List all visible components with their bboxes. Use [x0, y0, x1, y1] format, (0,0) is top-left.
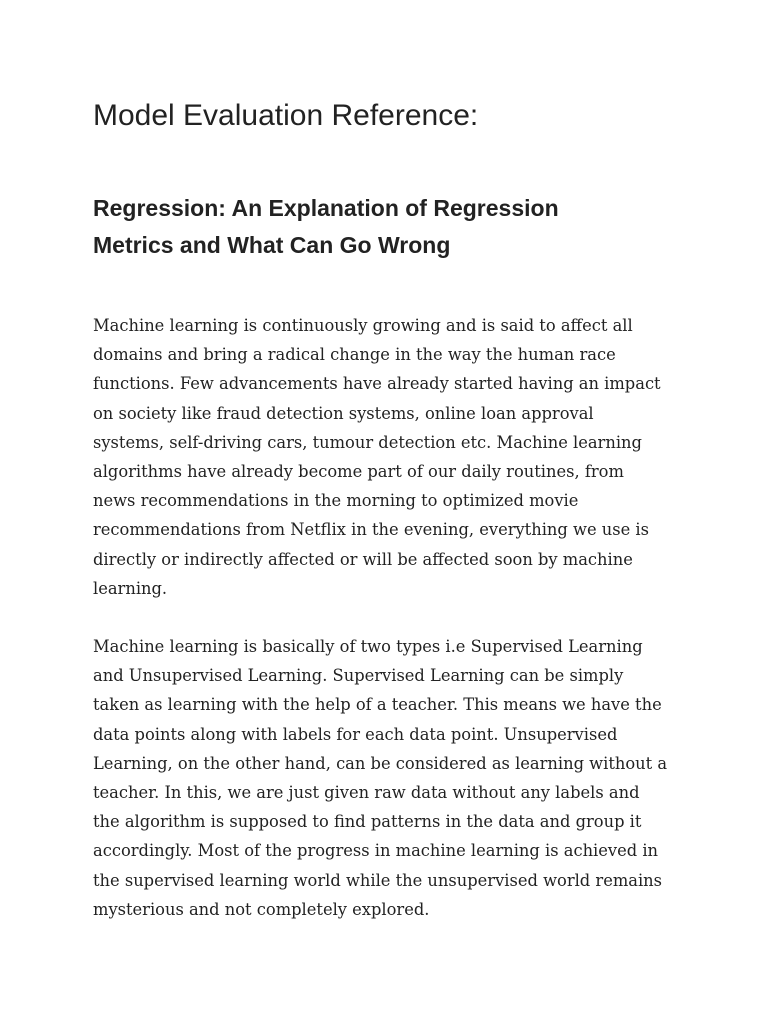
section-heading-line: Metrics and What Can Go Wrong	[93, 232, 451, 258]
paragraph-line: taken as learning with the help of a teacher. This means we have the	[93, 695, 662, 715]
paragraph-line: functions. Few advancements have already started having an impact	[93, 374, 661, 394]
paragraph-line: and Unsupervised Learning. Supervised Learning can be simply	[93, 666, 624, 686]
paragraph-line: Machine learning is continuously growing and is said to affect all	[93, 316, 633, 335]
paragraph-line: data points along with labels for each data point. Unsupervised	[93, 724, 618, 744]
paragraph-line: accordingly. Most of the progress in machine learning is achieved in	[93, 841, 659, 861]
paragraph-line: learning.	[93, 578, 168, 598]
paragraph-line: Learning, on the other hand, can be considered as learning without a	[93, 753, 668, 773]
paragraph-line: directly or indirectly affected or will be affected soon by machine	[93, 549, 633, 569]
paragraph-line: domains and bring a radical change in the way the human race	[93, 345, 616, 365]
paragraph-line: systems, self-driving cars, tumour detection etc. Machine learning	[93, 432, 642, 452]
paragraph-line: mysterious and not completely explored.	[93, 899, 430, 919]
paragraph-line: Machine learning is basically of two types i.e Supervised Learning	[93, 637, 643, 656]
paragraph-line: recommendations from Netflix in the evening, everything we use is	[93, 520, 649, 540]
document-title: Model Evaluation Reference:	[93, 99, 479, 132]
paragraph-line: on society like fraud detection systems, online loan approval	[93, 403, 594, 423]
paragraph-line: news recommendations in the morning to optimized movie	[93, 491, 579, 511]
paragraph-learning-types	[93, 632, 693, 924]
paragraph-line: algorithms have already become part of our daily routines, from	[93, 462, 624, 482]
paragraph-intro	[93, 311, 693, 603]
paragraph-line: the supervised learning world while the unsupervised world remains	[93, 870, 663, 890]
paragraph-line: teacher. In this, we are just given raw data without any labels and	[93, 783, 640, 803]
section-heading-line: Regression: An Explanation of Regression	[93, 195, 559, 221]
section-heading	[93, 190, 653, 264]
paragraph-line: the algorithm is supposed to find patterns in the data and group it	[93, 812, 642, 832]
